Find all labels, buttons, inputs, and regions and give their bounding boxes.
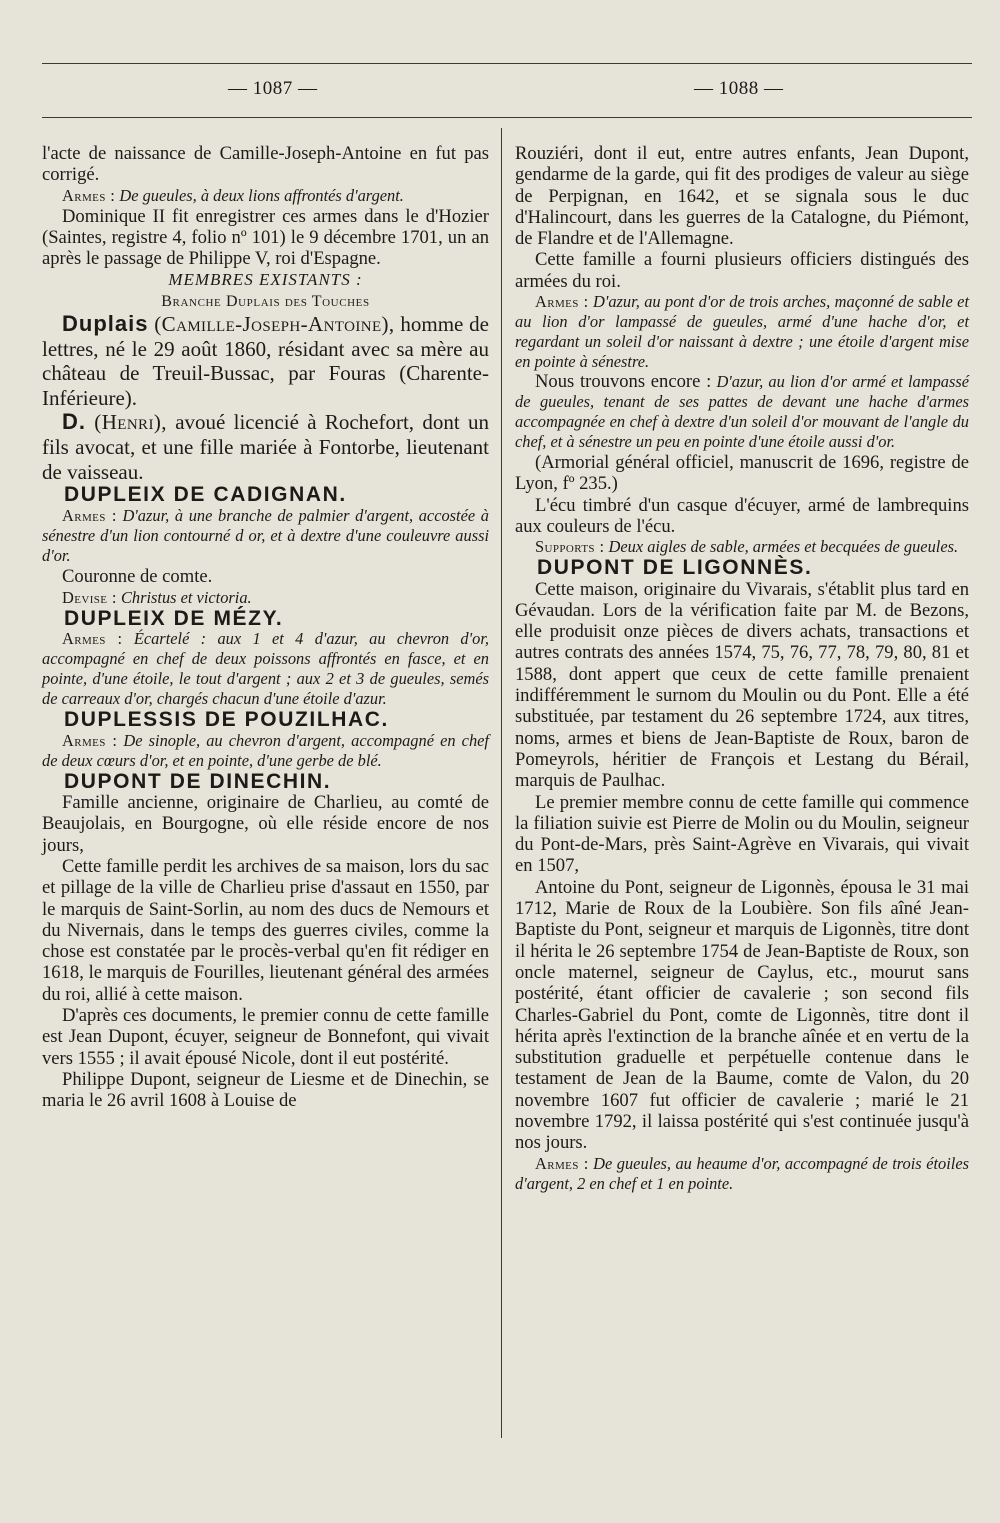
armes-entry: [42, 731, 489, 771]
armes-text: Écartelé : aux 1 et 4 d'azur, au chevron d'or, accompagné en chef de deux poissons affrontés en fasce, et en pointe, d'une étoile, le tout d'argent ; aux 2 et 3 de gueules, semés de carreaux d'or, chargés chacun d'une étoile d'azur.: [42, 629, 489, 709]
member-description: avoué licencié à Rochefort, dont un fils avocat, et une fille mariée à Fontorbe, lieutenant de vaisseau.: [42, 410, 489, 484]
armes-label: Armes :: [535, 1153, 589, 1173]
dominique-paragraph: Dominique II fit enregistrer ces armes dans le d'Hozier (Saintes, registre 4, folio nº 101) le 9 décembre 1701, un an après le passage de Philippe V, roi d'Espagne.: [42, 205, 489, 270]
armorial-reference: (Armorial général officiel, manuscrit de 1696, registre de Lyon, fº 235.): [515, 452, 969, 495]
ligonnes-paragraph: Le premier membre connu de cette famille qui commence la filiation suivie est Pierre de Molin ou du Moulin, seigneur du Pont-de-Mars, près Saint-Agrève en Vivarais, qui vivait en 1507,: [515, 791, 969, 877]
devise-label: Devise :: [62, 587, 117, 607]
nous-armes-text: D'azur, au lion d'or armé et lampassé de gueules, tenant de ses pattes de devant une hache d'armes accompagnée en chef à dextre d'un soleil d'or mouvant de l'angle du chef, et à sénestre un peu en pointe d'une étoile aussi d'or.: [515, 372, 969, 452]
heading-ligonnes: DUPONT DE LIGONNÈS.: [537, 556, 813, 580]
member-given-names: (Henri),: [94, 410, 167, 435]
supports-label: Supports :: [535, 537, 605, 557]
left-page-number: — 1087 —: [228, 78, 318, 99]
ligonnes-paragraph: Antoine du Pont, seigneur de Ligonnès, épousa le 31 mai 1712, Marie de Roux de la Loubière. Son fils aîné Jean-Baptiste du Pont, seigneur et marquis de Ligonnès, titre dont il hérita le 26 septembre 1754 de Jean-Baptiste de Roux, son oncle maternel, seigneur de Caylus, etc., mourut sans postérité, étant officier de cavalerie ; son second fils Charles-Gabriel du Pont, comte de Ligonnès, titre dont il hérita après l'extinction de la branche aînée et en vertu de la substitution graduelle et perpétuelle contenue dans le testament de Jean de la Baume, comte de Valon, du 20 novembre 1607 fut officier de cavalerie ; marié le 21 novembre 1792, il laissa postérité qui s'est continuée jusqu'à nos jours.: [515, 876, 969, 1154]
armes-label: Armes :: [62, 629, 123, 649]
armes-label: Armes :: [535, 292, 589, 312]
armes-entry: [42, 629, 489, 709]
nous-trouvons-entry: [515, 372, 969, 452]
dinechin-paragraph: Cette famille perdit les archives de sa maison, lors du sac et pillage de la ville de Charlieu prise d'assaut en 1550, par le marquis de Saint-Sorlin, au nom des ducs de Nemours et du Nivernais, dans le temps des guerres civiles, comme la chose est constatée par le procès-verbal qu'en fit rédiger en 1618, le marquis de Fourilles, lieutenant général des armées du roi, allié à cette maison.: [42, 855, 489, 1005]
ligonnes-paragraph: Cette maison, originaire du Vivarais, s'établit plus tard en Gévaudan. Lors de la vérification faite par M. de Bezons, elle produisit onze pièces de divers achats, transactions et autres contrats des années 1574, 75, 76, 77, 78, 79, 80, 81 et 1588, dont appert que ceux de cette famille prenaient indifféremment le surnom du Moulin ou du Pont. Elle a été substituée, par testament du 26 septembre 1724, aux titres, noms, armes et biens de Jean-Baptiste de Roux, baron de Pomeyrols, héritier de François et Lestang du Bérail, marquis de Paulhac.: [515, 578, 969, 792]
armes-text: De gueules, au heaume d'or, accompagné de trois étoiles d'argent, 2 en chef et 1 en pointe.: [515, 1153, 969, 1193]
heading-cadignan: DUPLEIX DE CADIGNAN.: [64, 483, 347, 507]
armes-label: Armes :: [62, 505, 117, 525]
nous-intro: Nous trouvons encore :: [535, 371, 712, 393]
member-henri: [42, 410, 489, 484]
armes-entry: [515, 292, 969, 372]
famille-paragraph: Cette famille a fourni plusieurs officiers distingués des armées du roi.: [515, 249, 969, 292]
armes-entry: [42, 506, 489, 566]
branch-title: Branche Duplais des Touches: [161, 292, 370, 310]
member-name: D.: [62, 409, 86, 435]
header-rule: [42, 117, 972, 118]
devise-line: [42, 587, 489, 608]
heading-pouzilhac: DUPLESSIS DE POUZILHAC.: [64, 708, 389, 732]
dinechin-paragraph: Philippe Dupont, seigneur de Liesme et de Dinechin, se maria le 26 avril 1608 à Louise de: [42, 1068, 489, 1112]
dinechin-paragraph: D'après ces documents, le premier connu de cette famille est Jean Dupont, écuyer, seigneur de Bonnefont, qui vivait vers 1555 ; il avait épousé Nicole, dont il eut postérité.: [42, 1004, 489, 1069]
devise-text: Christus et victoria.: [120, 587, 252, 607]
intro-paragraph: l'acte de naissance de Camille-Joseph-Antoine en fut pas corrigé.: [42, 143, 489, 186]
dinechin-paragraph: Famille ancienne, originaire de Charlieu, au comté de Beaujolais, en Bourgogne, où elle réside encore de nos jours,: [42, 792, 489, 856]
armes-label: Armes :: [62, 730, 118, 750]
couronne-line: Couronne de comte.: [62, 565, 213, 587]
column-divider: [501, 128, 502, 1438]
armes-label: Armes :: [62, 185, 116, 205]
heading-dinechin: DUPONT DE DINECHIN.: [64, 769, 332, 793]
heading-mezy: DUPLEIX DE MÉZY.: [64, 607, 284, 631]
armes-text: De gueules, à deux lions affrontés d'argent.: [119, 185, 404, 205]
top-rule: [42, 63, 972, 64]
right-column: [515, 143, 969, 1194]
armes-text: D'azur, au pont d'or de trois arches, maçonné de sable et au lion d'or lampassé de gueules, armé d'une hache d'or, et regardant un soleil d'or naissant à dextre ; une étoile d'argent mise en pointe à sénestre.: [515, 292, 969, 372]
continuation-paragraph: Rouziéri, dont il eut, entre autres enfants, Jean Dupont, gendarme de la garde, qui fit des prodiges de valeur au siège de Perpignan, en 1642, et se signala sous le duc d'Halincourt, dans les guerres de la Catalogne, du Piémont, de Flandre et de l'Allemagne.: [515, 143, 969, 250]
members-block: [42, 312, 489, 484]
supports-text: Deux aigles de sable, armées et becquées de gueules.: [608, 537, 959, 557]
member-name: Duplais: [62, 311, 149, 337]
left-column: [42, 143, 489, 1111]
member-duplais: [42, 312, 489, 410]
armes-text: D'azur, à une branche de palmier d'argent, accostée à sénestre d'un lion contourné d or, et à dextre d'une couleuvre aussi d'or.: [42, 505, 489, 565]
member-description: homme de lettres, né le 29 août 1860, résidant avec sa mère au château de Treuil-Bussac, par Fouras (Charente-Inférieure).: [42, 312, 489, 410]
ecu-paragraph: L'écu timbré d'un casque d'écuyer, armé de lambrequins aux couleurs de l'écu.: [515, 494, 969, 537]
members-title: MEMBRES EXISTANTS :: [168, 270, 363, 290]
armes-entry: [42, 186, 489, 206]
right-page-number: — 1088 —: [694, 78, 784, 99]
supports-entry: [515, 537, 969, 557]
member-given-names: (Camille-Joseph-Antoine),: [154, 312, 395, 337]
armes-entry: [515, 1154, 969, 1194]
armes-text: De sinople, au chevron d'argent, accompagné en chef de deux cœurs d'or, et en pointe, d'une gerbe de blé.: [42, 730, 489, 770]
